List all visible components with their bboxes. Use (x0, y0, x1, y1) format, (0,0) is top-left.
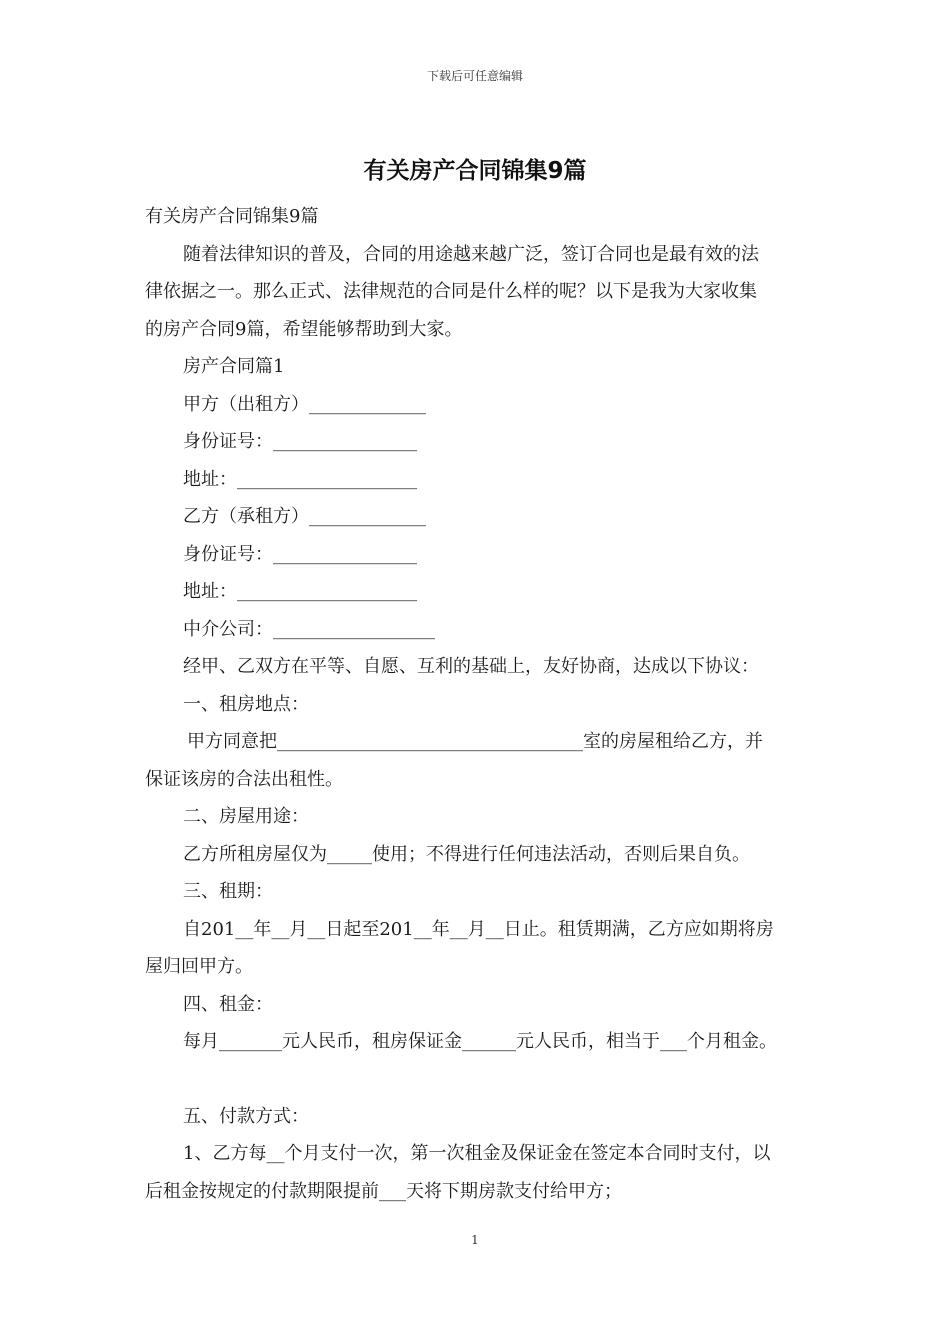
intro-paragraph-line: 随着法律知识的普及，合同的用途越来越广泛，签订合同也是最有效的法 (183, 243, 759, 265)
subtitle-line: 有关房产合同锦集9篇 (145, 206, 319, 227)
clause-heading: 三、租期： (183, 881, 273, 902)
clause-text-line: 甲方同意把__________________________________室的房屋租给乙方，并 (187, 731, 763, 752)
party-b-field: 乙方（承租方）_____________ (183, 506, 426, 527)
party-b-address-field: 地址：____________________ (183, 581, 417, 602)
clause-text-line: 后租金按规定的付款期限提前___天将下期房款支付给甲方； (145, 1180, 622, 1202)
clause-text-line: 每月_______元人民币，租房保证金______元人民币，相当于___个月租金。 (183, 1031, 777, 1052)
clause-text-line: 屋归回甲方。 (145, 956, 253, 977)
intro-paragraph-line: 律依据之一。那么正式、法律规范的合同是什么样的呢？以下是我为大家收集 (145, 281, 757, 302)
party-b-id-field: 身份证号：________________ (183, 543, 417, 565)
party-a-id-field: 身份证号：________________ (183, 431, 417, 452)
clause-text-line: 保证该房的合法出租性。 (145, 768, 343, 790)
section-heading: 房产合同篇1 (183, 356, 285, 377)
clause-heading: 一、租房地点： (183, 693, 309, 715)
clause-text-line: 乙方所租房屋仅为_____使用；不得进行任何违法活动，否则后果自负。 (183, 843, 750, 865)
agreement-statement: 经甲、乙双方在平等、自愿、互利的基础上，友好协商，达成以下协议： (183, 656, 759, 677)
clause-heading: 二、房屋用途： (183, 806, 309, 827)
document-title: 有关房产合同锦集9篇 (363, 158, 587, 184)
clause-text-line: 1、乙方每__个月支付一次，第一次租金及保证金在签定本合同时支付，以 (183, 1143, 771, 1164)
paragraph-gap (145, 1061, 810, 1098)
party-a-field: 甲方（出租方）_____________ (183, 393, 426, 415)
document-body (145, 198, 810, 1210)
page-number: 1 (471, 1233, 479, 1247)
clause-text-line: 自201__年__月__日起至201__年__月__日止。租赁期满，乙方应如期将房 (183, 918, 774, 940)
agency-field: 中介公司：__________________ (183, 618, 435, 640)
intro-paragraph-line: 的房产合同9篇，希望能够帮助到大家。 (145, 318, 463, 340)
clause-heading: 四、租金： (183, 993, 273, 1015)
page-header-note: 下载后可任意编辑 (426, 69, 523, 83)
clause-heading: 五、付款方式： (183, 1105, 309, 1127)
party-a-address-field: 地址：____________________ (183, 468, 417, 490)
